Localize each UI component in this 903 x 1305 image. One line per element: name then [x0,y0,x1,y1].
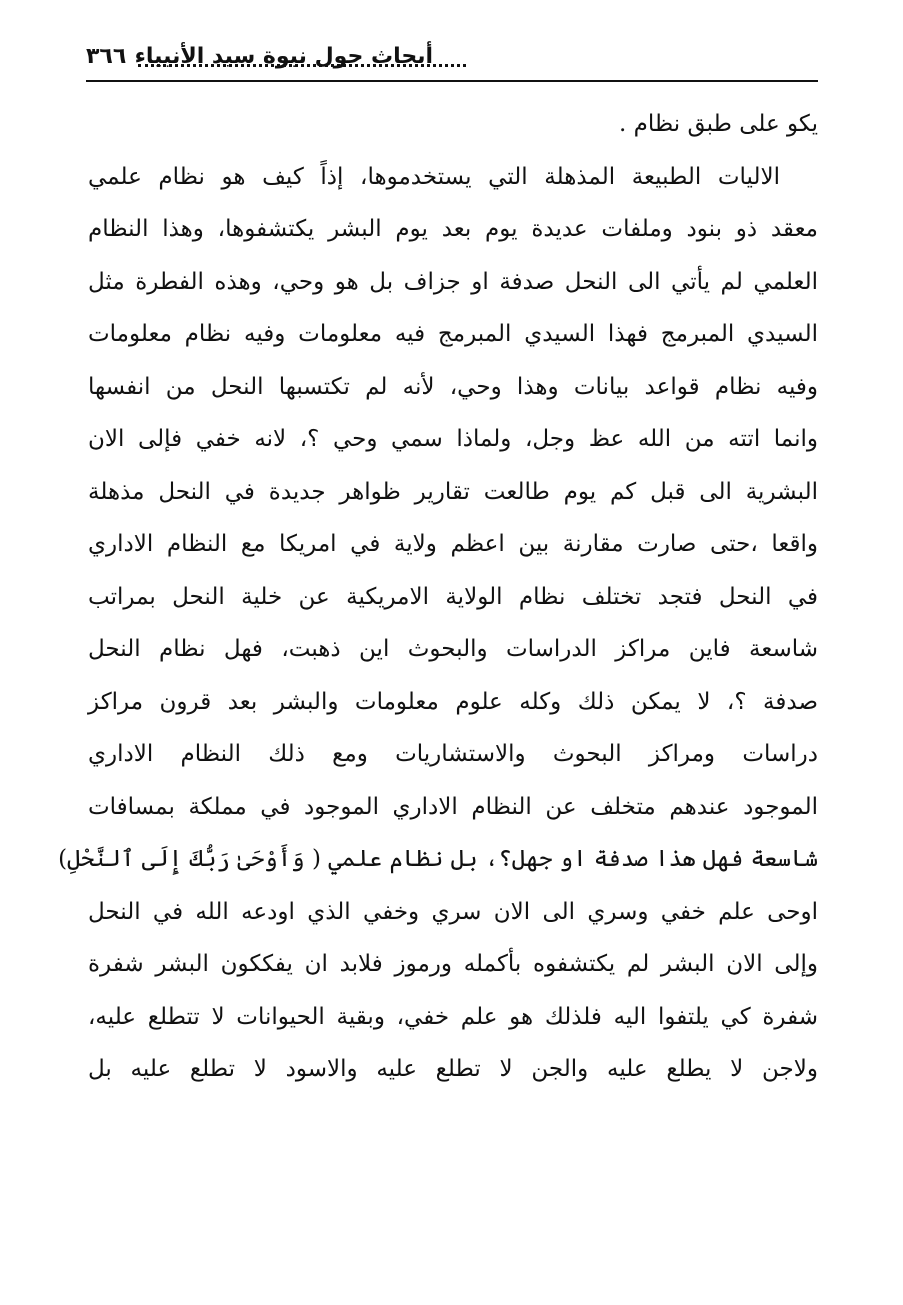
page-number: ٣٦٦ [86,44,127,69]
body-text [58,98,818,1096]
text-line: ولاجن لا يطلع عليه والجن لا تطلع عليه والاسود لا تطلع عليه بل [88,1056,818,1082]
quran-line-prefix: شاسعة فهل هذا صدفة او جهل؟، بل نظام علمي ( [311,846,818,872]
header-leader-dots [138,64,466,67]
text-line: السيدي المبرمج فهذا السيدي المبرمج فيه معلومات وفيه نظام معلومات [88,321,818,347]
text-line: واقعا ،حتى صارت مقارنة بين اعظم ولاية في امريكا مع النظام الاداري [88,531,818,557]
running-title: أبحاث حول نبوة سيد الأنبياء [134,44,433,69]
text-line: معقد ذو بنود وملفات عديدة يوم بعد يوم البشر يكتشفوها، وهذا النظام [88,216,818,242]
text-line: يكو على طبق نظام . [619,111,818,137]
text-line: العلمي لم يأتي الى النحل صدفة او جزاف بل هو وحي، وهذه الفطرة مثل [88,268,818,295]
text-line: وانما اتته من الله عظ وجل، ولماذا سمي وحي ؟، لانه خفي فإلى الان [88,426,818,452]
page-header [86,40,818,84]
text-line: وإلى الان البشر لم يكتشفوه بأكمله ورموز فلابد ان يفككون البشر شفرة [88,951,818,977]
quran-verse: وَأَوْحَىٰ رَبُّكَ إِلَى ٱلنَّحْلِ [67,846,305,872]
text-line: اوحى علم خفي وسري الى الان سري وخفي الذي اودعه الله في النحل [88,898,818,925]
quran-line-suffix: ) [58,846,68,872]
text-line: البشرية الى قبل كم يوم طالعت تقارير ظواهر جديدة في النحل مذهلة [88,478,818,505]
text-line: في النحل فتجد تختلف نظام الولاية الامريكية عن خلية النحل بمراتب [88,583,818,610]
text-line: صدفة ؟، لا يمكن ذلك وكله علوم معلومات والبشر بعد قرون مراكز [88,688,818,715]
text-line: الموجود عندهم متخلف عن النظام الاداري الموجود في مملكة بمسافات [88,793,818,820]
text-line: الاليات الطبيعة المذهلة التي يستخدموها، إذاً كيف هو نظام علمي [88,163,780,190]
text-line: دراسات ومراكز البحوث والاستشاريات ومع ذلك النظام الاداري [88,741,818,767]
quran-line [58,833,818,886]
text-line: شفرة كي يلتفوا اليه فلذلك هو علم خفي، وبقية الحيوانات لا تتطلع عليه، [88,1003,818,1030]
text-line: شاسعة فاين مراكز الدراسات والبحوث اين ذهبت، فهل نظام النحل [88,636,818,662]
text-line: وفيه نظام قواعد بيانات وهذا وحي، لأنه لم تكتسبها النحل من انفسها [88,373,818,400]
header-rule [86,80,818,82]
